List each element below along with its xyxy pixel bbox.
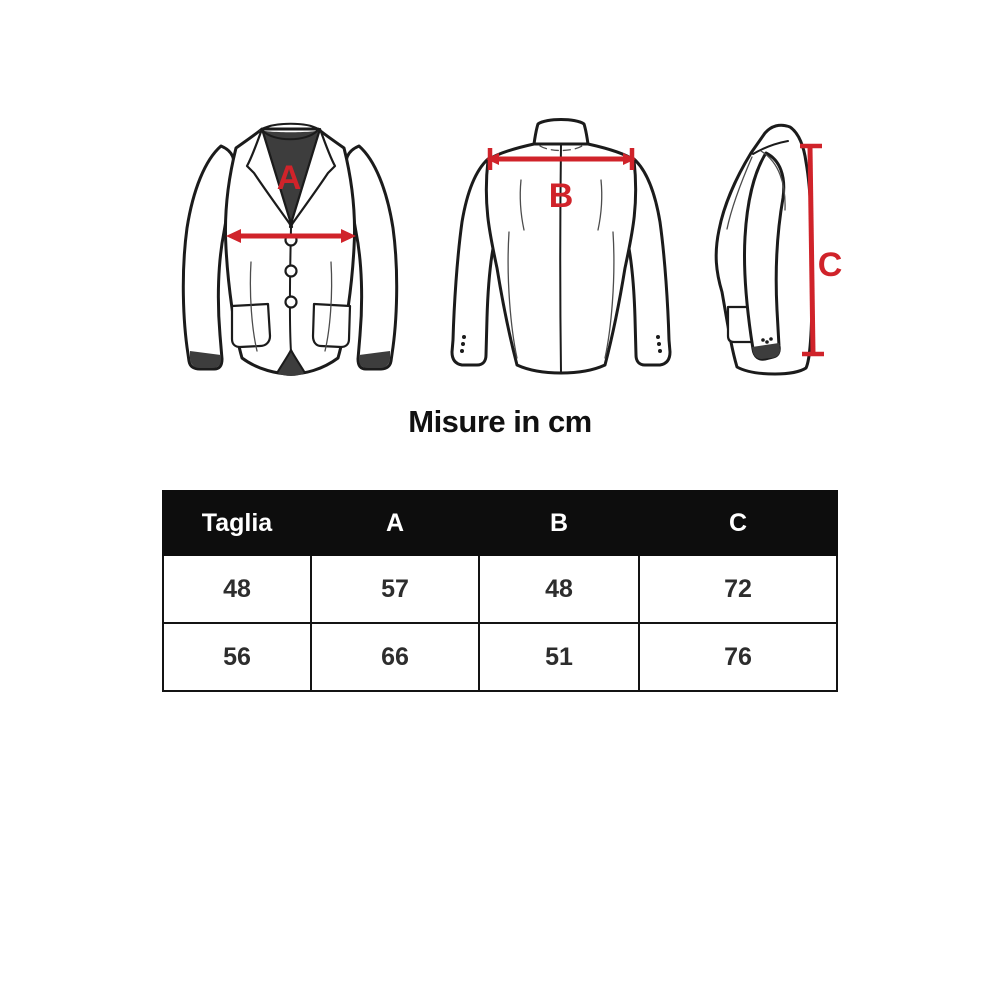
side-cuff-button [765,340,769,344]
front-right-pocket [313,304,350,347]
jacket-back-view [452,120,670,374]
measurement-label-b: B [548,177,574,215]
table-cell: 48 [479,555,639,623]
side-cuff-button [769,337,773,341]
front-button-3 [286,297,297,308]
size-table [162,490,838,692]
page-title: Misure in cm [408,404,592,439]
table-cell: 76 [639,623,837,691]
header-cell-b: B [479,491,639,555]
front-button-2 [286,266,297,277]
back-left-cuff-button [461,342,465,346]
jacket-front-view [183,124,396,376]
header-cell-taglia: Taglia [163,491,311,555]
table-row [163,555,837,623]
jacket-side-view [716,125,842,374]
table-cell: 66 [311,623,479,691]
measurement-line-c [810,147,813,353]
back-right-cuff-button [656,335,660,339]
back-right-cuff-button [658,349,662,353]
table-row [163,623,837,691]
front-center-seam [290,228,291,352]
measurement-label-a: A [276,159,302,197]
table-cell-size: 48 [163,555,311,623]
table-header-row [163,491,837,555]
back-collar [534,120,588,145]
table-cell: 51 [479,623,639,691]
table-cell: 57 [311,555,479,623]
measurement-label-c: C [817,246,843,284]
table-cell: 72 [639,555,837,623]
size-diagram [0,0,1000,470]
table-cell-size: 56 [163,623,311,691]
header-cell-c: C [639,491,837,555]
back-right-cuff-button [657,342,661,346]
header-cell-a: A [311,491,479,555]
side-cuff-button [761,338,765,342]
back-left-cuff-button [462,335,466,339]
back-left-cuff-button [460,349,464,353]
